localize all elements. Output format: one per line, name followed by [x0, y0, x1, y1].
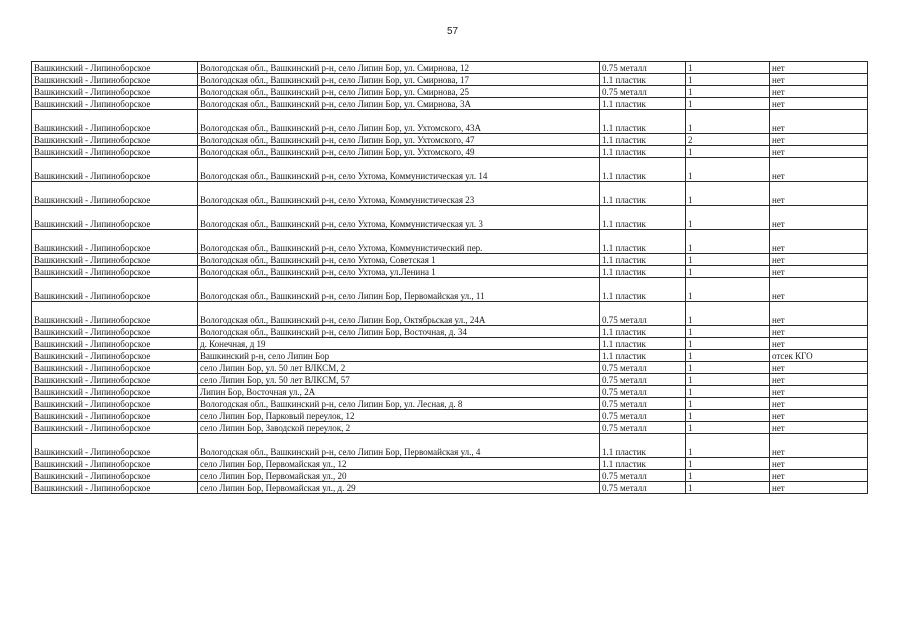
- address-cell: Вологодская обл., Вашкинский р-н, село Ухтома, Коммунистический пер.: [198, 230, 600, 254]
- table-row: [32, 386, 868, 398]
- address-cell: село Липин Бор, Заводской переулок, 2: [198, 422, 600, 434]
- note-cell: нет: [770, 110, 868, 134]
- container-count-cell: 1: [686, 266, 770, 278]
- address-cell: село Липин Бор, Первомайская ул., д. 29: [198, 482, 600, 494]
- table-body: [32, 62, 868, 494]
- note-cell: нет: [770, 62, 868, 74]
- container-count-cell: 1: [686, 62, 770, 74]
- note-cell: нет: [770, 206, 868, 230]
- district-cell: Вашкинский - Липиноборское: [32, 230, 198, 254]
- table-row: [32, 206, 868, 230]
- container-type-cell: 0.75 металл: [600, 410, 686, 422]
- district-cell: Вашкинский - Липиноборское: [32, 326, 198, 338]
- container-count-cell: 1: [686, 386, 770, 398]
- container-type-cell: 1.1 пластик: [600, 326, 686, 338]
- district-cell: Вашкинский - Липиноборское: [32, 74, 198, 86]
- note-cell: отсек КГО: [770, 350, 868, 362]
- note-cell: нет: [770, 98, 868, 110]
- container-count-cell: 1: [686, 110, 770, 134]
- table-row: [32, 362, 868, 374]
- container-sites-table: [31, 61, 868, 494]
- note-cell: нет: [770, 86, 868, 98]
- address-cell: Вологодская обл., Вашкинский р-н, село Липин Бор, ул. Ухтомского, 43А: [198, 110, 600, 134]
- table-row: [32, 134, 868, 146]
- address-cell: село Липин Бор, ул. 50 лет ВЛКСМ, 57: [198, 374, 600, 386]
- district-cell: Вашкинский - Липиноборское: [32, 158, 198, 182]
- district-cell: Вашкинский - Липиноборское: [32, 482, 198, 494]
- district-cell: Вашкинский - Липиноборское: [32, 338, 198, 350]
- container-type-cell: 1.1 пластик: [600, 110, 686, 134]
- district-cell: Вашкинский - Липиноборское: [32, 422, 198, 434]
- container-count-cell: 1: [686, 410, 770, 422]
- district-cell: Вашкинский - Липиноборское: [32, 350, 198, 362]
- note-cell: нет: [770, 422, 868, 434]
- address-cell: Вологодская обл., Вашкинский р-н, село Ухтома, ул.Ленина 1: [198, 266, 600, 278]
- container-count-cell: 1: [686, 302, 770, 326]
- container-type-cell: 1.1 пластик: [600, 434, 686, 458]
- district-cell: Вашкинский - Липиноборское: [32, 398, 198, 410]
- table-row: [32, 98, 868, 110]
- container-count-cell: 1: [686, 470, 770, 482]
- note-cell: нет: [770, 398, 868, 410]
- address-cell: Липин Бор, Восточная ул., 2А: [198, 386, 600, 398]
- container-type-cell: 1.1 пластик: [600, 98, 686, 110]
- container-type-cell: 0.75 металл: [600, 86, 686, 98]
- table-row: [32, 86, 868, 98]
- district-cell: Вашкинский - Липиноборское: [32, 266, 198, 278]
- container-count-cell: 1: [686, 74, 770, 86]
- container-count-cell: 2: [686, 134, 770, 146]
- district-cell: Вашкинский - Липиноборское: [32, 278, 198, 302]
- container-count-cell: 1: [686, 158, 770, 182]
- table-row: [32, 266, 868, 278]
- address-cell: Вологодская обл., Вашкинский р-н, село Липин Бор, Восточная, д. 34: [198, 326, 600, 338]
- district-cell: Вашкинский - Липиноборское: [32, 470, 198, 482]
- table-row: [32, 62, 868, 74]
- table-row: [32, 338, 868, 350]
- container-count-cell: 1: [686, 398, 770, 410]
- address-cell: село Липин Бор, Парковый переулок, 12: [198, 410, 600, 422]
- address-cell: село Липин Бор, Первомайская ул., 20: [198, 470, 600, 482]
- container-type-cell: 1.1 пластик: [600, 350, 686, 362]
- district-cell: Вашкинский - Липиноборское: [32, 302, 198, 326]
- note-cell: нет: [770, 302, 868, 326]
- page-number: 57: [446, 26, 459, 37]
- table-row: [32, 146, 868, 158]
- address-cell: Вологодская обл., Вашкинский р-н, село Липин Бор, Первомайская ул., 4: [198, 434, 600, 458]
- note-cell: нет: [770, 158, 868, 182]
- note-cell: нет: [770, 434, 868, 458]
- note-cell: нет: [770, 182, 868, 206]
- district-cell: Вашкинский - Липиноборское: [32, 458, 198, 470]
- table-row: [32, 254, 868, 266]
- address-cell: Вологодская обл., Вашкинский р-н, село Липин Бор, ул. Ухтомского, 49: [198, 146, 600, 158]
- container-type-cell: 0.75 металл: [600, 362, 686, 374]
- note-cell: нет: [770, 470, 868, 482]
- note-cell: нет: [770, 458, 868, 470]
- table-row: [32, 158, 868, 182]
- container-type-cell: 1.1 пластик: [600, 158, 686, 182]
- container-type-cell: 1.1 пластик: [600, 146, 686, 158]
- container-count-cell: 1: [686, 230, 770, 254]
- table-row: [32, 470, 868, 482]
- table-row: [32, 398, 868, 410]
- address-cell: Вологодская обл., Вашкинский р-н, село Липин Бор, ул. Смирнова, 17: [198, 74, 600, 86]
- table-row: [32, 182, 868, 206]
- note-cell: нет: [770, 74, 868, 86]
- note-cell: нет: [770, 374, 868, 386]
- table-row: [32, 326, 868, 338]
- note-cell: нет: [770, 482, 868, 494]
- container-type-cell: 1.1 пластик: [600, 230, 686, 254]
- address-cell: Вологодская обл., Вашкинский р-н, село Липин Бор, Октябрьская ул., 24А: [198, 302, 600, 326]
- table-row: [32, 482, 868, 494]
- container-type-cell: 1.1 пластик: [600, 278, 686, 302]
- address-cell: Вологодская обл., Вашкинский р-н, село Липин Бор, ул. Смирнова, 3А: [198, 98, 600, 110]
- note-cell: нет: [770, 146, 868, 158]
- note-cell: нет: [770, 326, 868, 338]
- table-row: [32, 278, 868, 302]
- container-count-cell: 1: [686, 458, 770, 470]
- container-count-cell: 1: [686, 326, 770, 338]
- container-count-cell: 1: [686, 278, 770, 302]
- note-cell: нет: [770, 134, 868, 146]
- address-cell: село Липин Бор, ул. 50 лет ВЛКСМ, 2: [198, 362, 600, 374]
- container-type-cell: 1.1 пластик: [600, 182, 686, 206]
- note-cell: нет: [770, 254, 868, 266]
- container-count-cell: 1: [686, 206, 770, 230]
- district-cell: Вашкинский - Липиноборское: [32, 86, 198, 98]
- address-cell: Вологодская обл., Вашкинский р-н, село Липин Бор, ул. Лесная, д. 8: [198, 398, 600, 410]
- table-row: [32, 350, 868, 362]
- address-cell: село Липин Бор, Первомайская ул., 12: [198, 458, 600, 470]
- note-cell: нет: [770, 230, 868, 254]
- container-count-cell: 1: [686, 182, 770, 206]
- address-cell: Вологодская обл., Вашкинский р-н, село Ухтома, Коммунистическая ул. 14: [198, 158, 600, 182]
- district-cell: Вашкинский - Липиноборское: [32, 206, 198, 230]
- district-cell: Вашкинский - Липиноборское: [32, 254, 198, 266]
- address-cell: Вологодская обл., Вашкинский р-н, село Ухтома, Коммунистическая 23: [198, 182, 600, 206]
- table-row: [32, 434, 868, 458]
- district-cell: Вашкинский - Липиноборское: [32, 362, 198, 374]
- container-type-cell: 1.1 пластик: [600, 266, 686, 278]
- address-cell: Вологодская обл., Вашкинский р-н, село Липин Бор, ул. Смирнова, 12: [198, 62, 600, 74]
- container-count-cell: 1: [686, 146, 770, 158]
- district-cell: Вашкинский - Липиноборское: [32, 134, 198, 146]
- container-count-cell: 1: [686, 254, 770, 266]
- container-count-cell: 1: [686, 374, 770, 386]
- district-cell: Вашкинский - Липиноборское: [32, 410, 198, 422]
- note-cell: нет: [770, 278, 868, 302]
- container-count-cell: 1: [686, 422, 770, 434]
- container-type-cell: 1.1 пластик: [600, 338, 686, 350]
- container-count-cell: 1: [686, 98, 770, 110]
- container-count-cell: 1: [686, 482, 770, 494]
- container-count-cell: 1: [686, 86, 770, 98]
- address-cell: Вологодская обл., Вашкинский р-н, село Ухтома, Советская 1: [198, 254, 600, 266]
- district-cell: Вашкинский - Липиноборское: [32, 98, 198, 110]
- district-cell: Вашкинский - Липиноборское: [32, 62, 198, 74]
- table-row: [32, 410, 868, 422]
- district-cell: Вашкинский - Липиноборское: [32, 110, 198, 134]
- container-type-cell: 0.75 металл: [600, 482, 686, 494]
- container-count-cell: 1: [686, 338, 770, 350]
- table-row: [32, 230, 868, 254]
- address-cell: Вологодская обл., Вашкинский р-н, село Липин Бор, ул. Смирнова, 25: [198, 86, 600, 98]
- container-type-cell: 0.75 металл: [600, 422, 686, 434]
- container-type-cell: 0.75 металл: [600, 302, 686, 326]
- address-cell: Вологодская обл., Вашкинский р-н, село Липин Бор, ул. Ухтомского, 47: [198, 134, 600, 146]
- container-type-cell: 1.1 пластик: [600, 458, 686, 470]
- container-type-cell: 0.75 металл: [600, 374, 686, 386]
- container-type-cell: 0.75 металл: [600, 386, 686, 398]
- note-cell: нет: [770, 266, 868, 278]
- district-cell: Вашкинский - Липиноборское: [32, 434, 198, 458]
- district-cell: Вашкинский - Липиноборское: [32, 182, 198, 206]
- container-type-cell: 0.75 металл: [600, 398, 686, 410]
- note-cell: нет: [770, 362, 868, 374]
- table-row: [32, 302, 868, 326]
- table-row: [32, 458, 868, 470]
- note-cell: нет: [770, 386, 868, 398]
- table-row: [32, 374, 868, 386]
- container-type-cell: 0.75 металл: [600, 62, 686, 74]
- container-type-cell: 1.1 пластик: [600, 254, 686, 266]
- container-count-cell: 1: [686, 362, 770, 374]
- container-count-cell: 1: [686, 434, 770, 458]
- district-cell: Вашкинский - Липиноборское: [32, 386, 198, 398]
- address-cell: Вологодская обл., Вашкинский р-н, село Ухтома, Коммунистическая ул. 3: [198, 206, 600, 230]
- note-cell: нет: [770, 410, 868, 422]
- table-row: [32, 74, 868, 86]
- district-cell: Вашкинский - Липиноборское: [32, 374, 198, 386]
- container-count-cell: 1: [686, 350, 770, 362]
- table-row: [32, 110, 868, 134]
- note-cell: нет: [770, 338, 868, 350]
- district-cell: Вашкинский - Липиноборское: [32, 146, 198, 158]
- address-cell: д. Конечная, д 19: [198, 338, 600, 350]
- address-cell: Вологодская обл., Вашкинский р-н, село Липин Бор, Первомайская ул., 11: [198, 278, 600, 302]
- container-type-cell: 1.1 пластик: [600, 74, 686, 86]
- container-type-cell: 1.1 пластик: [600, 206, 686, 230]
- container-type-cell: 1.1 пластик: [600, 134, 686, 146]
- container-type-cell: 0.75 металл: [600, 470, 686, 482]
- table-row: [32, 422, 868, 434]
- address-cell: Вашкинский р-н, село Липин Бор: [198, 350, 600, 362]
